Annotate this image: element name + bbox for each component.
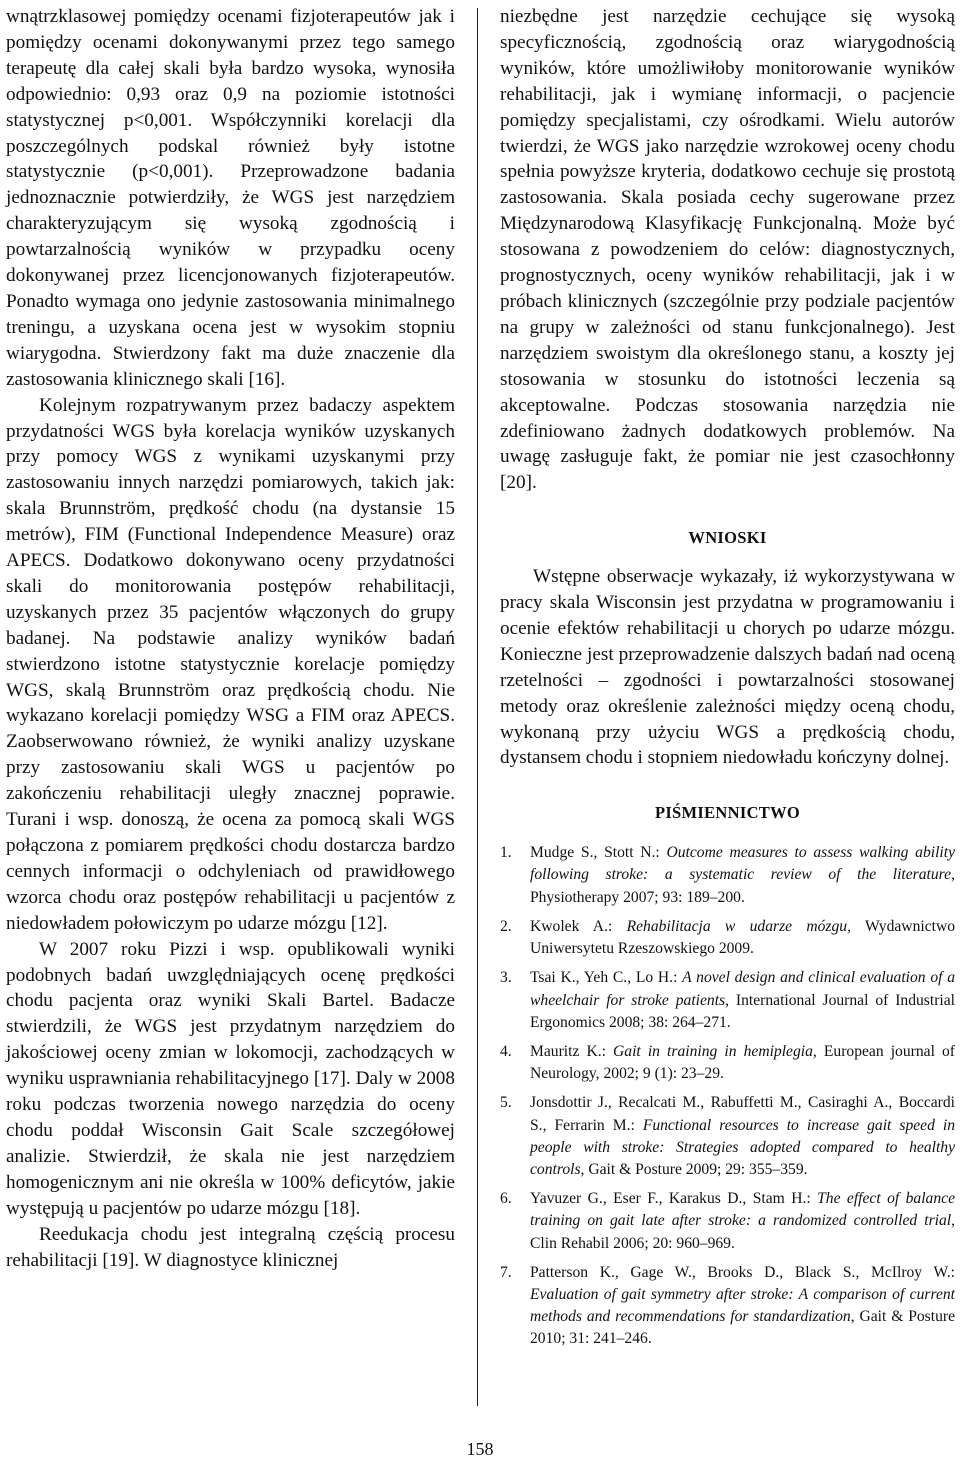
- column-divider: [477, 8, 478, 1406]
- reference-item: [500, 967, 955, 1034]
- reference-authors: Yavuzer G., Eser F., Karakus D., Stam H.:: [530, 1190, 818, 1208]
- reference-source: , International Journal of Industrial Ergonomics 2008; 38: 264–271.: [530, 991, 955, 1031]
- reference-number: 1.: [500, 844, 512, 862]
- reference-number: 2.: [500, 917, 512, 935]
- reference-title: Evaluation of gait symmetry after stroke: A comparison of current methods and recommendations for standardization: [530, 1285, 955, 1326]
- references-heading: PIŚMIENNICTWO: [654, 803, 801, 823]
- reference-authors: Mudge S., Stott N.:: [530, 844, 667, 862]
- reference-number: 4.: [500, 1042, 512, 1060]
- reference-item: [500, 1092, 955, 1181]
- left-column: [6, 4, 455, 1273]
- body-paragraph: wnątrzklasowej pomiędzy ocenami fizjoterapeutów jak i pomiędzy ocenami dokonywanymi przez tego samego terapeutę dla całej skali była bardzo wysoka, wynosiła odpowiednio: 0,93 oraz 0,9 na poziomie istotności statystycznej p<0,001. Współczynniki korelacji dla poszczególnych podskal również były istotne statystycznie (p<0,001). Przeprowadzone badania jednoznacznie potwierdziły, że WGS jest narzędziem charakteryzującym się wysoką zgodnością i powtarzalnością wyników w przypadku oceny dokonywanej przez licencjonowanych fizjoterapeutów. Ponadto wymaga ono jedynie zastosowania minimalnego treningu, a uzyskana ocena jest w wysokim stopniu wiarygodna. Stwierdzony fakt ma duże znaczenie dla zastosowania klinicznego skali [16].: [6, 6, 455, 390]
- reference-title: Rehabilitacja w udarze mózgu: [626, 917, 848, 935]
- body-paragraph: Reedukacja chodu jest integralną częścią procesu rehabilitacji [19]. W diagnostyce klinicznej: [6, 1223, 455, 1271]
- reference-number: 6.: [500, 1190, 512, 1208]
- reference-authors: Jonsdottir J., Recalcati M., Rabuffetti M., Casiraghi A., Boccardi S., Ferrarin M.:: [530, 1094, 955, 1134]
- reference-authors: Mauritz K.:: [530, 1042, 614, 1060]
- reference-number: 7.: [500, 1263, 512, 1281]
- reference-title: A novel design and clinical evaluation of a wheelchair for stroke patients: [530, 969, 956, 1009]
- reference-title: Gait in training in hemiplegia: [613, 1042, 813, 1060]
- reference-source: , Wydawnictwo Uniwersytetu Rzeszowskiego 2009.: [530, 917, 956, 958]
- body-paragraph: W 2007 roku Pizzi i wsp. opublikowali wyniki podobnych badań uwzględniających ocenę prędkości chodu pacjenta oraz wyniki Skali Bartel. Badacze stwierdzili, że WGS jest przydatnym narzędziem do jakościowej oceny zmian w lokomocji, zachodzących w wyniku usprawniania rehabilitacyjnego [17]. Daly w 2008 roku podczas tworzenia nowego narzędzia do oceny chodu poddał Wisconsin Gait Scale szczegółowej analizie. Stwierdził, że skala nie jest narzędziem homogenicznym ani nie określa w 100% deficytów, jakie występują u pacjentów po udarze mózgu [18].: [6, 938, 455, 1219]
- reference-title: Outcome measures to assess walking ability following stroke: a systematic review of the literature: [530, 844, 955, 884]
- reference-item: [500, 842, 955, 909]
- reference-item: [500, 1188, 955, 1255]
- reference-item: [500, 1041, 955, 1085]
- conclusions-heading: WNIOSKI: [688, 528, 767, 548]
- reference-title: The effect of balance training on gait late after stroke: a randomized controlled trial: [530, 1190, 955, 1230]
- reference-authors: Tsai K., Yeh C., Lo H.:: [530, 969, 683, 987]
- reference-title: Functional resources to increase gait speed in people with stroke: Strategies adopted compared to healthy controls: [530, 1116, 956, 1178]
- reference-source: , European journal of Neurology, 2002; 9 (1): 23–29.: [530, 1042, 955, 1083]
- conclusions-paragraph: Wstępne obserwacje wykazały, iż wykorzystywana w pracy skala Wisconsin jest przydatna w programowaniu i ocenie efektów rehabilitacji u chorych po udarze mózgu. Konieczne jest przeprowadzenie dalszych badań nad oceną rzetelności – zgodności i powtarzalności stosowanej metody oraz określenie zależności między oceną chodu, wykonaną przy użyciu WGS a prędkością chodu, dystansem chodu i stopniem niedowładu kończyny dolnej.: [500, 566, 955, 769]
- reference-source: , Gait & Posture 2010; 31: 241–246.: [530, 1308, 955, 1348]
- reference-item: [500, 1262, 955, 1351]
- body-paragraph: Kolejnym rozpatrywanym przez badaczy aspektem przydatności WGS była korelacja wyników uzyskanych przy pomocy WGS z wynikami uzyskanymi przy zastosowaniu innych narzędzi pomiarowych, takich jak: skala Brunnström, prędkość chodu (na dystansie 15 metrów), FIM (Functional Independence Measure) oraz APECS. Dodatkowo dokonywano oceny przydatności skali do monitorowania postępów rehabilitacji, uzyskanych przez 35 pacjentów włączonych do grupy badanej. Na podstawie analizy wyników badań stwierdzono istotne statystycznie korelacje pomiędzy WGS, skalą Brunnström oraz prędkością chodu. Nie wykazano korelacji pomiędzy WSG a FIM oraz APECS. Zaobserwowano również, że wyniki analizy uzyskane przy zastosowaniu skali WGS u pacjentów po zakończeniu rehabilitacji uległy znacznej poprawie. Turani i wsp. donoszą, że ocena za pomocą skali WGS połączona z pomiarem prędkości chodu dostarcza bardzo cennych informacji o odchyleniach od prawidłowego wzorca chodu oraz postępów rehabilitacji u pacjentów z niedowładem połowiczym po udarze mózgu [12].: [6, 394, 455, 934]
- reference-item: [500, 916, 955, 960]
- reference-authors: Patterson K., Gage W., Brooks D., Black S., McIlroy W.:: [530, 1263, 955, 1281]
- page-number: 158: [466, 1439, 494, 1459]
- reference-number: 3.: [500, 969, 512, 987]
- reference-authors: Kwolek A.:: [530, 917, 627, 935]
- references-list: [500, 842, 955, 1350]
- body-paragraph: niezbędne jest narzędzie cechujące się wysoką specyficznością, zgodnością oraz wiarygodnością wyników, które umożliwiłoby monitorowanie wyników rehabilitacji, jak i wymianę informacji, o pacjencie pomiędzy specjalistami, czy ośrodkami. Wielu autorów twierdzi, że WGS jako narzędzie wzrokowej oceny chodu spełnia powyższe kryteria, dodatkowo cechuje się prostotą zastosowania. Skala posiada cechy sugerowane przez Międzynarodową Klasyfikację Funkcjonalną. Może być stosowana z powodzeniem do celów: diagnostycznych, prognostycznych, oceny wyników rehabilitacji, jak i w próbach klinicznych (szczególnie przy podziale pacjentów na grupy w zależności od stanu funkcjonalnego). Jest narzędziem swoistym dla określonego stanu, a koszty jej stosowania w stosunku do istotności leczenia są akceptowalne. Podczas stosowania narzędzia nie zdefiniowano żadnych dodatkowych problemów. Na uwagę zasługuje fakt, że pomiar nie jest czasochłonny [20].: [500, 6, 955, 494]
- reference-source: , Clin Rehabil 2006; 20: 960–969.: [530, 1212, 955, 1252]
- reference-source: , Gait & Posture 2009; 29: 355–359.: [580, 1160, 808, 1178]
- reference-source: , Physiotherapy 2007; 93: 189–200.: [530, 866, 955, 906]
- right-column: [500, 4, 955, 1358]
- reference-number: 5.: [500, 1094, 512, 1112]
